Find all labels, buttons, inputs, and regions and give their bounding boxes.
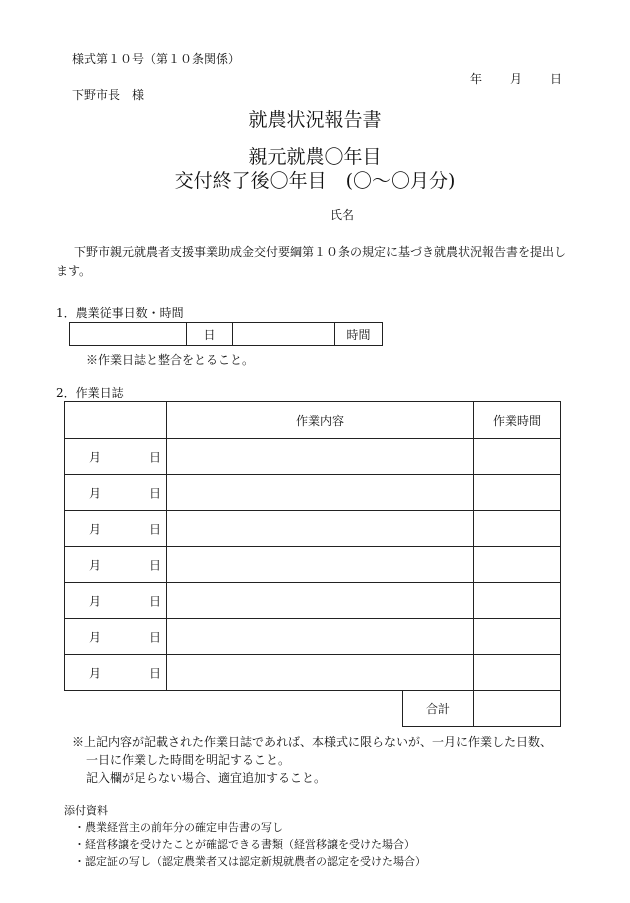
- addressee: 下野市長 様: [72, 88, 145, 102]
- work-time-cell[interactable]: [474, 475, 561, 511]
- form-number: 様式第１０号（第１０条関係）: [72, 52, 241, 66]
- month-label: 月: [89, 522, 102, 536]
- work-time-cell[interactable]: [474, 655, 561, 691]
- table-row: [65, 619, 561, 655]
- section1-heading: 1．農業従事日数・時間: [56, 306, 184, 320]
- date-cell[interactable]: [65, 475, 167, 511]
- work-content-cell[interactable]: [167, 475, 474, 511]
- day-label: 日: [149, 666, 162, 680]
- table-row: [65, 439, 561, 475]
- month-label: 月: [89, 558, 102, 572]
- hours-unit: 時間: [335, 323, 383, 346]
- day-label: 日: [149, 450, 162, 464]
- month-label: 月: [89, 486, 102, 500]
- month-label: 月: [89, 630, 102, 644]
- work-content-cell[interactable]: [167, 511, 474, 547]
- day-label: 日: [149, 594, 162, 608]
- month-label: 月: [89, 666, 102, 680]
- total-row: [65, 691, 561, 727]
- month-label: 月: [89, 594, 102, 608]
- work-time-header: 作業時間: [474, 402, 561, 439]
- work-time-cell[interactable]: [474, 583, 561, 619]
- days-input-cell[interactable]: [70, 323, 187, 346]
- month-label: 月: [89, 450, 102, 464]
- section2-heading: 2．作業日誌: [56, 386, 124, 400]
- date-month-label: 月: [510, 72, 523, 86]
- days-unit: 日: [187, 323, 233, 346]
- date-cell[interactable]: [65, 511, 167, 547]
- total-label: 合計: [403, 691, 474, 727]
- work-content-cell[interactable]: [167, 547, 474, 583]
- day-label: 日: [149, 630, 162, 644]
- table-row: [65, 547, 561, 583]
- day-label: 日: [149, 558, 162, 572]
- date-year-label: 年: [470, 72, 483, 86]
- date-cell[interactable]: [65, 439, 167, 475]
- work-time-cell[interactable]: [474, 439, 561, 475]
- section1-note: ※作業日誌と整合をとること。: [86, 353, 255, 367]
- period-subtitle: 交付終了後〇年目 (〇～〇月分): [174, 170, 456, 192]
- work-days-table: [69, 322, 383, 346]
- note-line-2: 記入欄が足らない場合、適宜追加すること。: [86, 771, 327, 785]
- attachment-item: ・農業経営主の前年分の確定申告書の写し: [74, 821, 283, 834]
- document-title: 就農状況報告書: [248, 109, 382, 131]
- work-time-cell[interactable]: [474, 547, 561, 583]
- attachment-item: ・認定証の写し（認定農業者又は認定新規就農者の認定を受けた場合）: [74, 855, 426, 868]
- day-label: 日: [149, 486, 162, 500]
- work-content-cell[interactable]: [167, 439, 474, 475]
- year-subtitle: 親元就農〇年目: [248, 146, 382, 168]
- work-time-cell[interactable]: [474, 511, 561, 547]
- hours-input-cell[interactable]: [233, 323, 335, 346]
- date-cell[interactable]: [65, 655, 167, 691]
- attachment-item: ・経営移譲を受けたことが確認できる書類（経営移譲を受けた場合）: [74, 838, 415, 851]
- date-cell[interactable]: [65, 619, 167, 655]
- name-label: 氏名: [330, 208, 355, 222]
- notes: [72, 733, 562, 787]
- day-label: 日: [149, 522, 162, 536]
- intro-text: 下野市親元就農者支援事業助成金交付要綱第１０条の規定に基づき就農状況報告書を提出します。: [56, 245, 567, 278]
- table-row: [65, 475, 561, 511]
- date-cell[interactable]: [65, 547, 167, 583]
- work-log-header-row: [65, 402, 561, 439]
- attachments-heading: 添付資料: [64, 804, 108, 817]
- work-time-cell[interactable]: [474, 619, 561, 655]
- date-cell[interactable]: [65, 583, 167, 619]
- date-day-label: 日: [550, 72, 563, 86]
- work-content-cell[interactable]: [167, 583, 474, 619]
- work-content-header: 作業内容: [167, 402, 474, 439]
- table-row: [65, 511, 561, 547]
- table-row: [65, 583, 561, 619]
- work-content-cell[interactable]: [167, 655, 474, 691]
- table-row: [65, 655, 561, 691]
- work-content-cell[interactable]: [167, 619, 474, 655]
- attachments: [64, 802, 426, 870]
- total-time-cell[interactable]: [474, 691, 561, 727]
- work-log-table: [64, 401, 561, 727]
- total-spacer: [65, 691, 403, 727]
- note-line-1: ※上記内容が記載された作業日誌であれば、本様式に限らないが、一月に作業した日数、一日に作業した時間を明記すること。: [72, 735, 553, 767]
- date-header-cell: [65, 402, 167, 439]
